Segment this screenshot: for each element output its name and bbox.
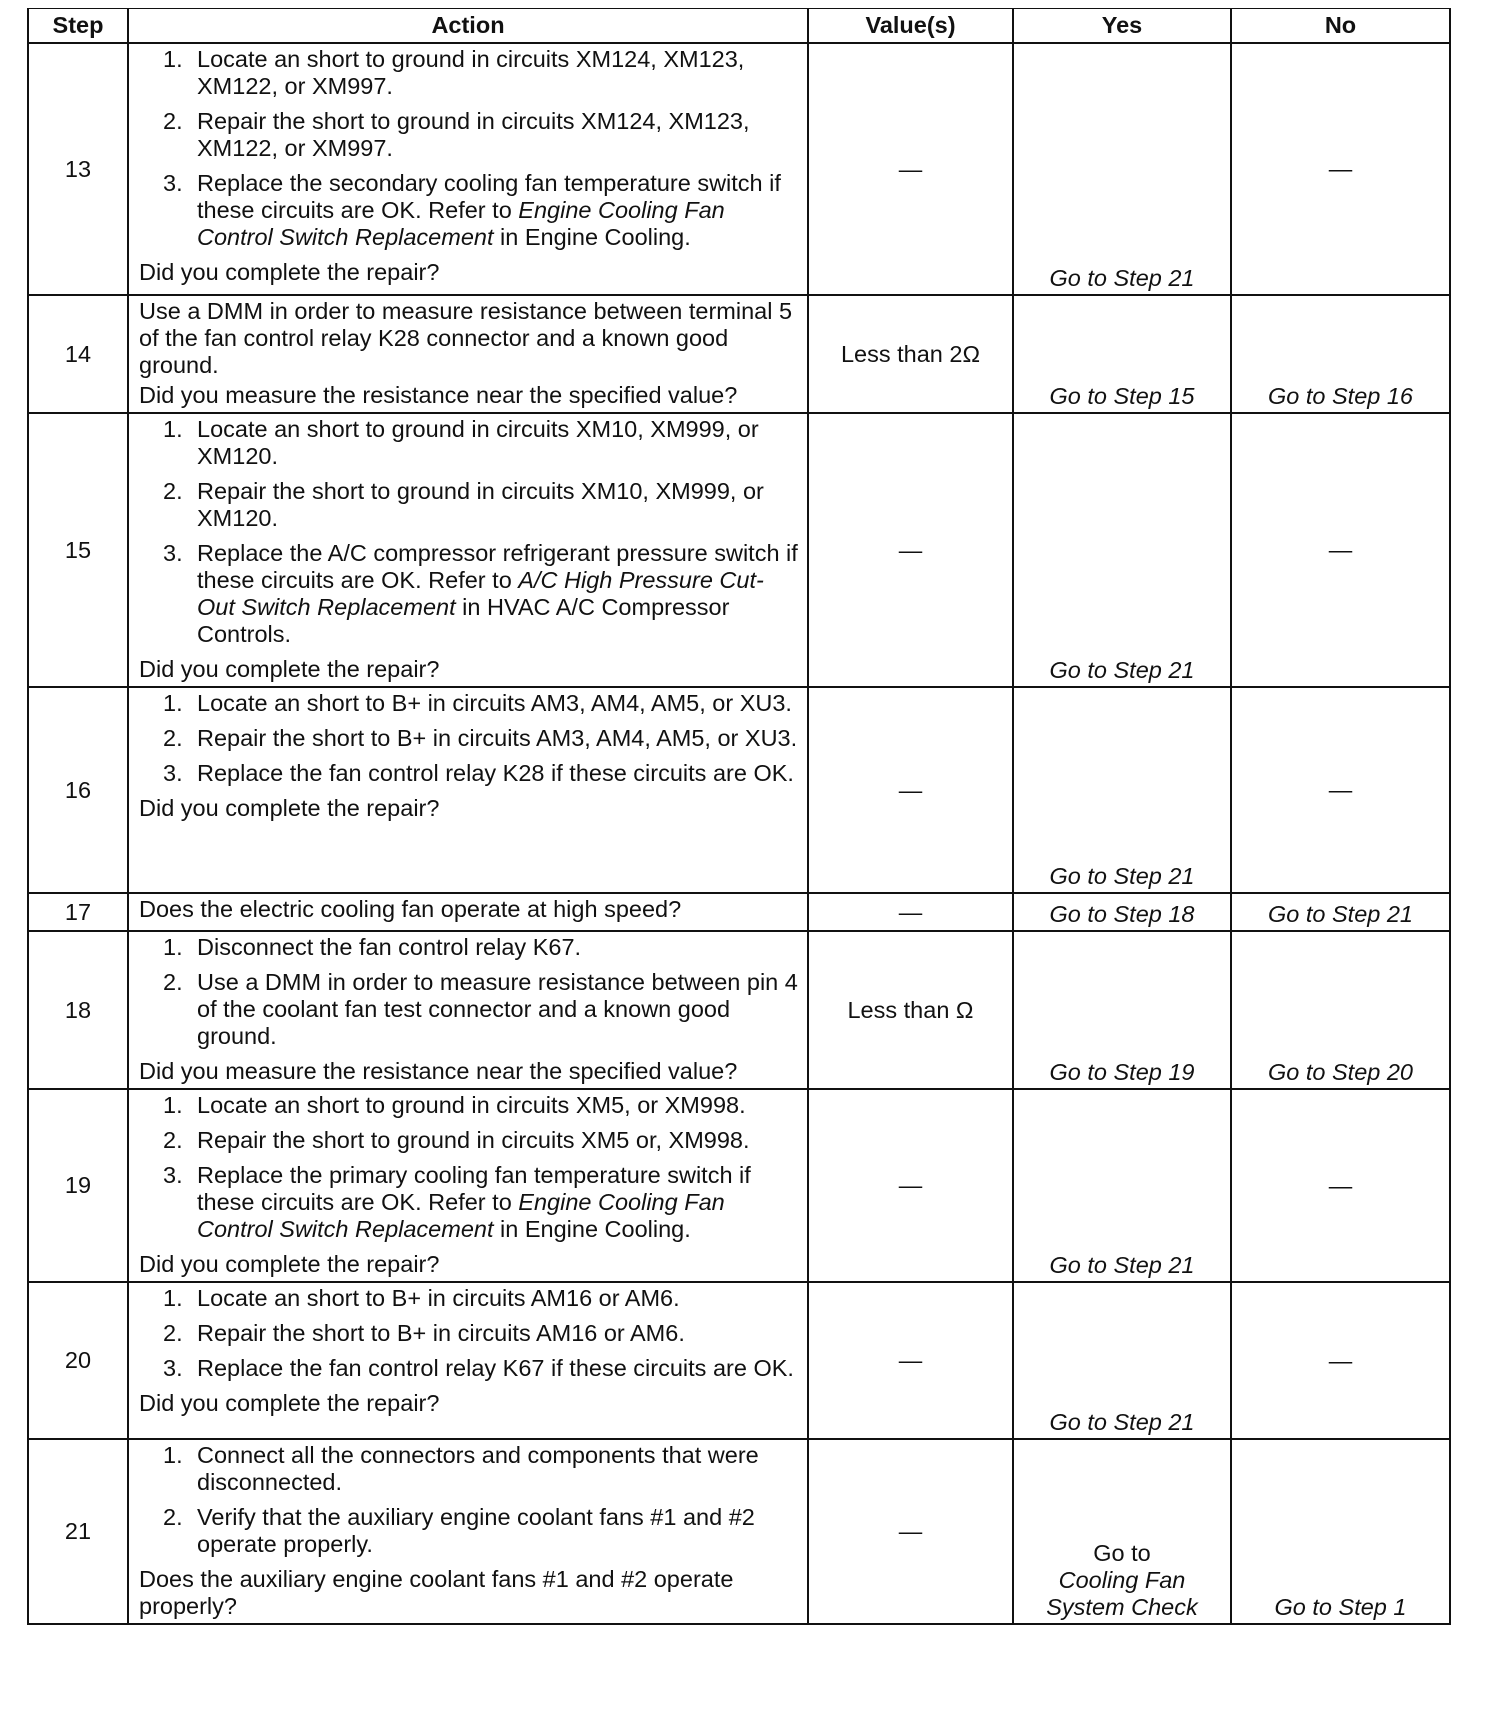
yes-result: Go to Step 21 [1049, 1409, 1195, 1435]
no-dash: — [1328, 1347, 1353, 1373]
action-step [139, 969, 801, 1050]
action-step-text: Replace the primary cooling fan temperature switch if these circuits are OK. Refer to [197, 1162, 751, 1215]
table-header [28, 9, 1450, 44]
yes-cell [1013, 295, 1231, 413]
action-step-number: 2. [163, 1127, 183, 1153]
yes-result: Go to Step 15 [1049, 383, 1195, 409]
table-row [28, 43, 1450, 295]
header-yes: Yes [1013, 9, 1231, 44]
action-step [139, 1127, 801, 1154]
action-step-text: Verify that the auxiliary engine coolant fans #1 and #2 operate properly. [197, 1504, 755, 1557]
action-step-text: Repair the short to ground in circuits XM124, XM123, XM122, or XM997. [197, 108, 750, 161]
action-step [139, 416, 801, 470]
action-cell [128, 1439, 808, 1624]
action-step-text: in Engine Cooling. [493, 1216, 691, 1242]
yes-result-line: Go to [1093, 1540, 1151, 1566]
no-cell [1231, 1089, 1450, 1282]
action-step-number: 1. [163, 1092, 183, 1118]
value-cell: — [808, 1282, 1013, 1439]
no-cell [1231, 295, 1450, 413]
yes-result: Go to Step 18 [1049, 901, 1195, 927]
header-no: No [1231, 9, 1450, 44]
action-step [139, 1504, 801, 1558]
action-step [139, 540, 801, 648]
header-row [28, 9, 1450, 44]
value-cell: — [808, 893, 1013, 931]
action-steps-list [139, 690, 801, 787]
no-dash: — [1328, 536, 1353, 563]
no-dash: — [1328, 776, 1353, 803]
action-step-number: 2. [163, 1504, 183, 1530]
yes-cell [1013, 1282, 1231, 1439]
action-cell [128, 687, 808, 893]
action-instruction: Use a DMM in order to measure resistance between terminal 5 of the fan control relay K28 connector and a known good ground. [139, 298, 793, 378]
action-cell [128, 1089, 808, 1282]
action-cell [128, 295, 808, 413]
yes-cell [1013, 43, 1231, 295]
action-step [139, 170, 801, 251]
action-step [139, 1320, 801, 1347]
action-steps-list [139, 934, 801, 1050]
action-step [139, 46, 801, 100]
table-row [28, 1282, 1450, 1439]
value-cell: — [808, 1089, 1013, 1282]
no-cell [1231, 687, 1450, 893]
action-cell [128, 931, 808, 1089]
action-step-number: 1. [163, 690, 183, 716]
action-step-number: 1. [163, 46, 183, 72]
action-steps-list [139, 1285, 801, 1382]
step-number: 17 [28, 893, 128, 931]
action-steps-list [139, 1092, 801, 1243]
action-step-text: Locate an short to B+ in circuits AM16 or AM6. [197, 1285, 680, 1311]
diagnostic-table [27, 8, 1451, 1625]
action-cell [128, 43, 808, 295]
action-step-number: 2. [163, 725, 183, 751]
action-steps-list [139, 46, 801, 251]
procedure-reference: A/C High Pressure Cut-Out Switch Replacement [197, 567, 764, 620]
no-result: Go to Step 20 [1267, 1059, 1414, 1085]
action-step-number: 3. [163, 540, 183, 566]
action-steps-list [139, 1442, 801, 1558]
table-body [28, 43, 1450, 1624]
header-action: Action [128, 9, 808, 44]
action-cell [128, 1282, 808, 1439]
action-step-number: 1. [163, 1442, 183, 1468]
yes-result [1014, 1540, 1230, 1621]
yes-result: Go to Step 21 [1049, 863, 1195, 889]
value-cell: Less than 2Ω [808, 295, 1013, 413]
action-step-text: Repair the short to B+ in circuits AM3, AM4, AM5, or XU3. [197, 725, 798, 751]
step-number: 14 [28, 295, 128, 413]
action-step-number: 1. [163, 416, 183, 442]
table-row [28, 1089, 1450, 1282]
yes-result: Go to Step 21 [1049, 265, 1195, 291]
table-row [28, 1439, 1450, 1624]
step-number: 13 [28, 43, 128, 295]
action-step [139, 690, 801, 717]
no-cell [1231, 43, 1450, 295]
no-cell [1231, 1439, 1450, 1624]
action-step [139, 108, 801, 162]
table-row [28, 893, 1450, 931]
action-step-number: 3. [163, 760, 183, 786]
action-question: Did you measure the resistance near the specified value? [139, 382, 738, 408]
step-number: 18 [28, 931, 128, 1089]
action-step-text: Use a DMM in order to measure resistance between pin 4 of the coolant fan test connector and a known good ground. [197, 969, 798, 1049]
yes-cell [1013, 893, 1231, 931]
value-cell: — [808, 1439, 1013, 1624]
action-step-text: Replace the fan control relay K67 if these circuits are OK. [197, 1355, 794, 1381]
header-step: Step [28, 9, 128, 44]
action-step-text: Locate an short to ground in circuits XM5, or XM998. [197, 1092, 746, 1118]
yes-cell [1013, 687, 1231, 893]
step-number: 19 [28, 1089, 128, 1282]
yes-cell [1013, 413, 1231, 687]
action-step-number: 1. [163, 934, 183, 960]
action-step-number: 3. [163, 1162, 183, 1188]
action-step-text: Replace the A/C compressor refrigerant pressure switch if these circuits are OK. Refer to [197, 540, 798, 593]
value-cell: — [808, 413, 1013, 687]
procedure-reference: Engine Cooling Fan Control Switch Replacement [197, 197, 725, 250]
value-cell: Less than Ω [808, 931, 1013, 1089]
table-row [28, 931, 1450, 1089]
yes-result-line: Cooling Fan [1058, 1567, 1186, 1593]
action-step-number: 2. [163, 1320, 183, 1346]
action-question: Did you complete the repair? [139, 1390, 440, 1416]
action-step-text: Locate an short to ground in circuits XM124, XM123, XM122, or XM997. [197, 46, 745, 99]
yes-result: Go to Step 21 [1049, 1252, 1195, 1278]
action-question: Does the auxiliary engine coolant fans #1 and #2 operate properly? [139, 1566, 734, 1619]
action-step-text: in Engine Cooling. [493, 224, 691, 250]
action-step-number: 2. [163, 969, 183, 995]
no-cell [1231, 1282, 1450, 1439]
step-number: 20 [28, 1282, 128, 1439]
action-question: Did you complete the repair? [139, 656, 440, 682]
action-question: Does the electric cooling fan operate at high speed? [139, 896, 682, 922]
action-step [139, 725, 801, 752]
no-cell [1231, 931, 1450, 1089]
procedure-reference: Engine Cooling Fan Control Switch Replacement [197, 1189, 725, 1242]
action-step-text: Connect all the connectors and components that were disconnected. [197, 1442, 759, 1495]
action-steps-list [139, 416, 801, 648]
no-cell [1231, 413, 1450, 687]
action-step-number: 2. [163, 108, 183, 134]
action-cell [128, 893, 808, 931]
yes-cell [1013, 931, 1231, 1089]
action-step [139, 934, 801, 961]
yes-cell [1013, 1439, 1231, 1624]
no-result: Go to Step 1 [1274, 1594, 1407, 1620]
yes-cell [1013, 1089, 1231, 1282]
action-step-text: Disconnect the fan control relay K67. [197, 934, 582, 960]
yes-result: Go to Step 19 [1049, 1059, 1195, 1085]
action-step [139, 760, 801, 787]
action-step-text: Locate an short to ground in circuits XM10, XM999, or XM120. [197, 416, 759, 469]
yes-result-line: System Check [1046, 1594, 1198, 1620]
action-step [139, 1442, 801, 1496]
table-row [28, 687, 1450, 893]
action-step [139, 1162, 801, 1243]
action-step-text: Repair the short to ground in circuits XM5 or, XM998. [197, 1127, 750, 1153]
action-step-number: 1. [163, 1285, 183, 1311]
action-step-text: in HVAC A/C Compressor Controls. [197, 594, 730, 647]
no-cell [1231, 893, 1450, 931]
table-row [28, 413, 1450, 687]
value-cell: — [808, 687, 1013, 893]
no-dash: — [1328, 1172, 1353, 1198]
action-step-number: 3. [163, 1355, 183, 1381]
no-result: Go to Step 21 [1267, 901, 1414, 927]
step-number: 15 [28, 413, 128, 687]
action-step [139, 1092, 801, 1119]
action-question: Did you complete the repair? [139, 1251, 440, 1277]
yes-result: Go to Step 21 [1049, 657, 1195, 683]
action-step-number: 3. [163, 170, 183, 196]
table-row [28, 295, 1450, 413]
action-step-number: 2. [163, 478, 183, 504]
action-step-text: Repair the short to ground in circuits XM10, XM999, or XM120. [197, 478, 764, 531]
no-result: Go to Step 16 [1267, 383, 1414, 409]
action-step-text: Locate an short to B+ in circuits AM3, AM4, AM5, or XU3. [197, 690, 792, 716]
action-step [139, 478, 801, 532]
action-step-text: Replace the secondary cooling fan temperature switch if these circuits are OK. Refer to [197, 170, 781, 223]
action-step [139, 1285, 801, 1312]
step-number: 21 [28, 1439, 128, 1624]
action-question: Did you complete the repair? [139, 259, 440, 285]
action-step [139, 1355, 801, 1382]
action-cell [128, 413, 808, 687]
header-values: Value(s) [808, 9, 1013, 44]
step-number: 16 [28, 687, 128, 893]
action-question: Did you complete the repair? [139, 795, 440, 821]
value-cell: — [808, 43, 1013, 295]
action-question: Did you measure the resistance near the specified value? [139, 1058, 738, 1084]
no-dash: — [1328, 155, 1353, 182]
action-step-text: Replace the fan control relay K28 if these circuits are OK. [197, 760, 794, 786]
action-step-text: Repair the short to B+ in circuits AM16 or AM6. [197, 1320, 685, 1346]
